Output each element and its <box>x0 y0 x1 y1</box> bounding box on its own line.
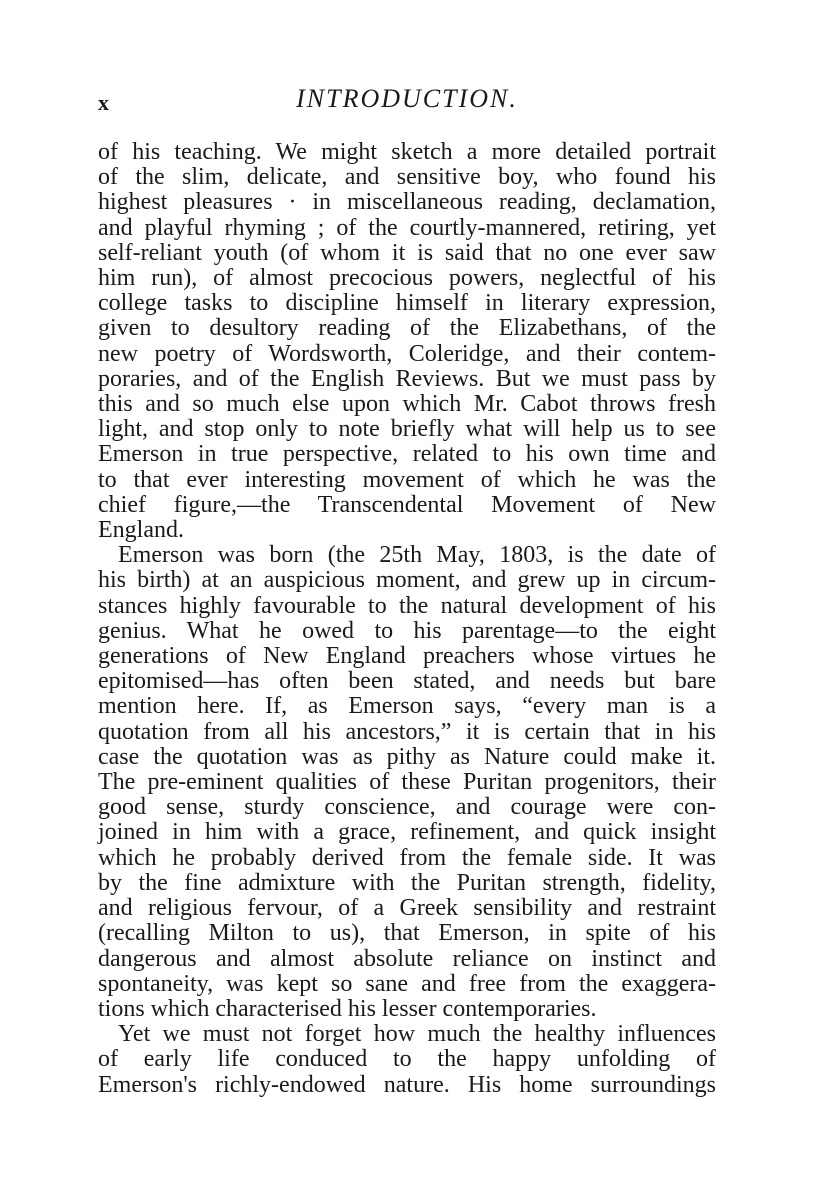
text-line: Emerson was born (the 25th May, 1803, is the date of <box>118 542 716 569</box>
text-line: (recalling Milton to us), that Emerson, in spite of his <box>98 920 716 947</box>
text-line: new poetry of Wordsworth, Coleridge, and their contem- <box>98 340 716 367</box>
text-line: to that ever interesting movement of which he was the <box>98 466 716 493</box>
text-line: England. <box>98 517 184 544</box>
paragraph-2 <box>98 543 716 1022</box>
text-line: self-reliant youth (of whom it is said that no one ever saw <box>98 239 716 266</box>
paragraph-3 <box>98 1022 716 1098</box>
page-number: x <box>98 90 109 115</box>
text-line: given to desultory reading of the Elizabethans, of the <box>98 315 716 342</box>
text-line: stances highly favourable to the natural development of his <box>98 592 716 619</box>
text-line: of his teaching. We might sketch a more detailed portrait <box>98 139 716 165</box>
text-line: which he probably derived from the female side. It was <box>98 844 716 871</box>
text-line: of early life conduced to the happy unfolding of <box>98 1046 716 1073</box>
text-line: college tasks to discipline himself in literary expression, <box>98 290 716 317</box>
text-line: epitomised—has often been stated, and needs but bare <box>98 668 716 695</box>
text-line: quotation from all his ancestors,” it is certain that in his <box>98 718 716 745</box>
running-head-title: INTRODUCTION. <box>296 84 518 113</box>
text-line: of the slim, delicate, and sensitive boy, who found his <box>98 164 716 191</box>
text-line: good sense, sturdy conscience, and courage were con- <box>98 794 716 821</box>
text-line: genius. What he owed to his parentage—to the eight <box>98 617 716 644</box>
text-line: his birth) at an auspicious moment, and grew up in circum- <box>98 567 716 594</box>
text-line: him run), of almost precocious powers, neglectful of his <box>98 265 716 292</box>
text-line: Emerson's richly-endowed nature. His home surroundings <box>98 1071 716 1098</box>
text-line: generations of New England preachers whose virtues he <box>98 643 716 670</box>
text-line: highest pleasures · in miscellaneous reading, declamation, <box>98 189 716 216</box>
text-line: and religious fervour, of a Greek sensibility and restraint <box>98 895 716 922</box>
text-line: by the fine admixture with the Puritan strength, fidelity, <box>98 869 716 896</box>
text-line: Yet we must not forget how much the healthy influences <box>118 1021 716 1048</box>
text-line: mention here. If, as Emerson says, “every man is a <box>98 693 716 720</box>
text-line: tions which characterised his lesser contemporaries. <box>98 995 597 1022</box>
text-line: case the quotation was as pithy as Nature could make it. <box>98 743 716 770</box>
body-text <box>98 140 716 1098</box>
text-line: joined in him with a grace, refinement, and quick insight <box>98 819 716 846</box>
text-line: and playful rhyming ; of the courtly-mannered, retiring, yet <box>98 214 716 241</box>
paragraph-1 <box>98 140 716 543</box>
text-line: The pre-eminent qualities of these Puritan progenitors, their <box>98 769 716 796</box>
text-line: poraries, and of the English Reviews. But we must pass by <box>98 365 716 392</box>
text-line: Emerson in true perspective, related to his own time and <box>98 441 716 468</box>
text-line: chief figure,—the Transcendental Movement of New <box>98 491 716 518</box>
page-header <box>98 84 716 118</box>
text-line: spontaneity, was kept so sane and free from the exaggera- <box>98 970 716 997</box>
text-line: this and so much else upon which Mr. Cabot throws fresh <box>98 391 716 418</box>
text-line: dangerous and almost absolute reliance on instinct and <box>98 945 716 972</box>
text-line: light, and stop only to note briefly what will help us to see <box>98 416 716 443</box>
